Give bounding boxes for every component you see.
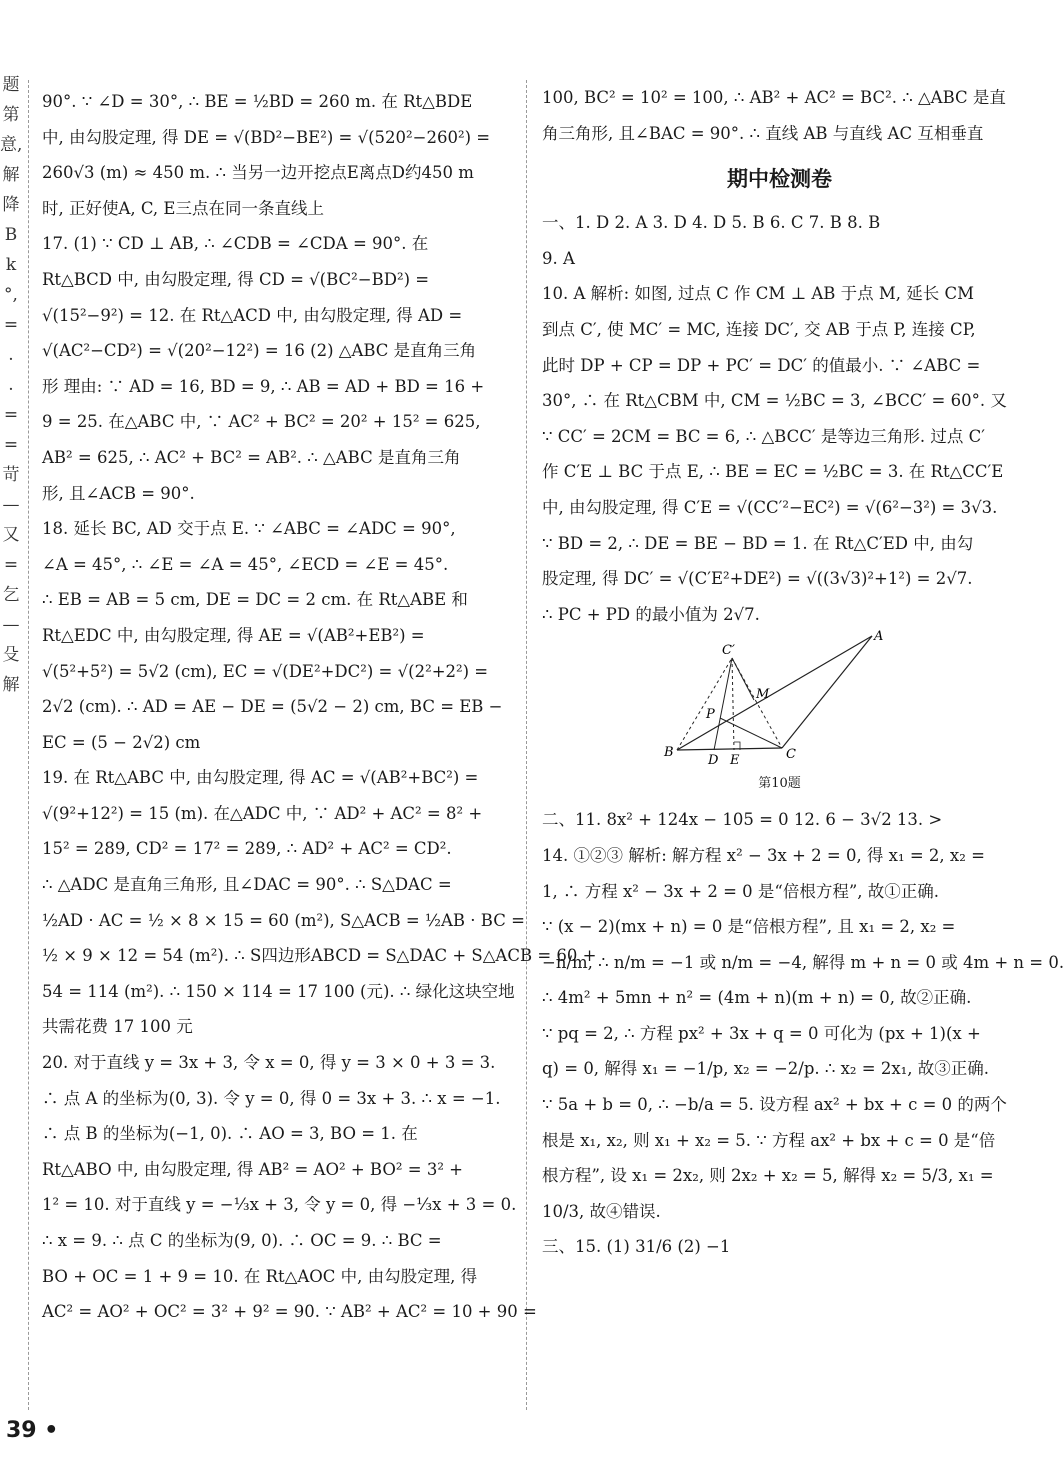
text-line: ∴ PC + PD 的最小值为 2√7. [542,604,760,624]
text-line: 14. ①②③ 解析: 解方程 x² − 3x + 2 = 0, 得 x₁ = 2, x₂ = [542,845,985,865]
text-line: 一、1. D 2. A 3. D 4. D 5. B 6. C 7. B 8. B [542,213,881,233]
text-line: 二、11. 8x² + 124x − 105 = 0 12. 6 − 3√2 13. > [542,810,943,830]
text-line: 此时 DP + CP = DP + PC′ = DC′ 的值最小. ∵ ∠ABC = [542,355,981,375]
text-line: ∵ (x − 2)(mx + n) = 0 是“倍根方程”, 且 x₁ = 2, x₂ = [542,917,956,937]
label-P: P [706,707,715,723]
margin-char: 题 [2,75,20,95]
margin-char: = [3,405,19,425]
label-D: D [708,753,719,769]
figure-caption: 第10题 [758,776,801,792]
text-line: 30°, ∴ 在 Rt△CBM 中, CM = ½BC = 3, ∠BCC′ = 60°. 又 [542,391,1007,411]
label-B: B [664,745,674,761]
text-line: 10. A 解析: 如图, 过点 C 作 CM ⊥ AB 于点 M, 延长 CM [542,284,975,304]
text-line: 时, 正好使A, C, E三点在同一条直线上 [42,198,324,218]
text-line: 到点 C′, 使 MC′ = MC, 连接 DC′, 交 AB 于点 P, 连接 CP, [542,319,976,339]
right-column [542,80,1064,1265]
column-divider [526,80,528,1410]
text-line: 三、15. (1) 31/6 (2) −1 [542,1237,731,1257]
segment-BCp [677,658,732,750]
text-line: 作 C′E ⊥ BC 于点 E, ∴ BE = EC = ½BC = 3. 在 Rt△CC′E [542,462,1004,482]
text-line: 1, ∴ 方程 x² − 3x + 2 = 0 是“倍根方程”, 故①正确. [542,881,939,901]
column-divider [28,80,30,1410]
text-line: 100, BC² = 10² = 100, ∴ AB² + AC² = BC². ∴ △ABC 是直 [542,88,1006,107]
section-title: 期中检测卷 [727,167,832,192]
text-line: 中, 由勾股定理, 得 C′E = √(CC′²−EC²) = √(6²−3²) = 3√3. [542,497,998,517]
text-line: 17. (1) ∵ CD ⊥ AB, ∴ ∠CDB = ∠CDA = 90°. 在 [42,234,429,254]
margin-stub [0,70,22,700]
text-line: q) = 0, 解得 x₁ = −1/p, x₂ = −2/p. ∴ x₂ = 2x₁, 故③正确. [542,1059,990,1079]
text-line: 260√3 (m) ≈ 450 m. ∴ 当另一边开挖点E离点D约450 m [42,163,474,183]
text-line: 形 理由: ∵ AD = 16, BD = 9, ∴ AB = AD + BD = 16 + [42,376,485,396]
segment-CpE [732,658,734,750]
text-line: AB² = 625, ∴ AC² + BC² = AB². ∴ △ABC 是直角三角 [42,447,461,467]
text-line: 中, 由勾股定理, 得 DE = √(BD²−BE²) = √(520²−260²) = [42,127,491,147]
segment-CA [782,636,872,748]
text-line: 90°. ∵ ∠D = 30°, ∴ BE = ½BD = 260 m. 在 Rt△BDE [42,92,473,111]
text-line: 20. 对于直线 y = 3x + 3, 令 x = 0, 得 y = 3 × 0 + 3 = 3. [42,1053,496,1073]
margin-char: — [2,615,20,635]
margin-char: 殳 [2,645,20,665]
text-line: √(AC²−CD²) = √(20²−12²) = 16 (2) △ABC 是直角三角 [42,341,477,361]
text-line: 2√2 (cm). ∴ AD = AE − DE = (5√2 − 2) cm, BC = EB − [42,697,503,717]
text-line: ∴ x = 9. ∴ 点 C 的坐标为(9, 0). ∴ OC = 9. ∴ BC = [42,1231,442,1250]
right-column-bottom [542,802,1064,1265]
segment-CpM [732,658,754,700]
margin-char: — [2,495,20,515]
text-line: ∴ 点 B 的坐标为(−1, 0). ∴ AO = 3, BO = 1. 在 [42,1124,418,1144]
text-line: ∵ pq = 2, ∴ 方程 px² + 3x + q = 0 可化为 (px + 1)(x + [542,1023,981,1043]
text-line: ½AD · AC = ½ × 8 × 15 = 60 (m²), S△ACB = ½AB · BC = [42,910,525,930]
margin-char: . [8,375,14,395]
text-line: Rt△BCD 中, 由勾股定理, 得 CD = √(BC²−BD²) = [42,269,430,289]
text-line: 9 = 25. 在△ABC 中, ∵ AC² + BC² = 20² + 15² = 625, [42,412,481,432]
text-line: 角三角形, 且∠BAC = 90°. ∴ 直线 AB 与直线 AC 互相垂直 [542,123,984,143]
text-line: ½ × 9 × 12 = 54 (m²). ∴ S四边形ABCD = S△DAC + S△ACB = 60 + [42,946,597,966]
margin-char: 第 [2,105,20,125]
text-line: 股定理, 得 DC′ = √(C′E²+DE²) = √((3√3)²+1²) = 2√7. [542,569,973,589]
margin-char: = [3,435,19,455]
text-line: Rt△ABO 中, 由勾股定理, 得 AB² = AO² + BO² = 3² + [42,1159,463,1179]
right-column-top [542,80,1017,151]
text-line: 10/3, 故④错误. [542,1201,661,1221]
text-line: ∵ 5a + b = 0, ∴ −b/a = 5. 设方程 ax² + bx + c = 0 的两个 [542,1095,1007,1115]
text-line: −n/m, ∴ n/m = −1 或 n/m = −4, 解得 m + n = 0 或 4m + n = 0. [542,952,1064,972]
text-line: ∴ △ADC 是直角三角形, 且∠DAC = 90°. ∴ S△DAC = [42,875,452,895]
margin-char: °, [4,285,18,305]
margin-char: 解 [2,165,20,185]
text-line: 18. 延长 BC, AD 交于点 E. ∵ ∠ABC = ∠ADC = 90°, [42,519,456,539]
figure-10 [542,629,1017,802]
left-column [42,84,597,1330]
margin-char: 降 [2,195,20,215]
text-line: ∵ BD = 2, ∴ DE = BE − BD = 1. 在 Rt△C′ED 中, 由勾 [542,533,974,553]
margin-char: 又 [2,525,20,545]
text-line: AC² = AO² + OC² = 3² + 9² = 90. ∵ AB² + AC² = 10 + 90 = [42,1302,537,1322]
label-C: C [786,747,796,763]
margin-char: = [3,555,19,575]
text-line: ∴ EB = AB = 5 cm, DE = DC = 2 cm. 在 Rt△ABE 和 [42,590,468,610]
label-Cprime: C′ [722,643,735,659]
label-A: A [874,629,884,645]
segment-PC [720,718,782,748]
text-line: BO + OC = 1 + 9 = 10. 在 Rt△AOC 中, 由勾股定理, 得 [42,1266,478,1286]
margin-char: k [5,255,17,275]
margin-char: = [3,315,19,335]
text-line: 根是 x₁, x₂, 则 x₁ + x₂ = 5. ∵ 方程 ax² + bx + c = 0 是“倍 [542,1130,996,1150]
text-line: 共需花费 17 100 元 [42,1017,193,1037]
right-column-mid [542,205,1017,632]
margin-char: 意, [0,135,23,155]
segment-CpD [714,658,732,750]
text-line: 15² = 289, CD² = 17² = 289, ∴ AD² + AC² = CD². [42,839,452,859]
text-line: EC = (5 − 2√2) cm [42,732,201,752]
margin-char: B [4,225,18,245]
text-line: ∠A = 45°, ∴ ∠E = ∠A = 45°, ∠ECD = ∠E = 45°. [42,554,449,574]
geometry-figure [662,629,892,769]
text-line: 9. A [542,248,575,268]
text-line: Rt△EDC 中, 由勾股定理, 得 AE = √(AB²+EB²) = [42,625,425,645]
margin-char: 解 [2,675,20,695]
margin-char: 苛 [2,465,20,485]
segment-BC [677,748,782,750]
segment-BA [677,636,872,750]
text-line: √(5²+5²) = 5√2 (cm), EC = √(DE²+DC²) = √(2²+2²) = [42,661,489,681]
page-number: 39 • [6,1418,59,1443]
text-line: 形, 且∠ACB = 90°. [42,483,195,503]
label-M: M [756,687,770,703]
text-line: √(15²−9²) = 12. 在 Rt△ACD 中, 由勾股定理, 得 AD = [42,305,463,325]
text-line: √(9²+12²) = 15 (m). 在△ADC 中, ∵ AD² + AC² = 8² + [42,803,483,823]
text-line: 1² = 10. 对于直线 y = −⅓x + 3, 令 y = 0, 得 −⅓x + 3 = 0. [42,1195,517,1215]
text-line: ∴ 4m² + 5mn + n² = (4m + n)(m + n) = 0, 故②正确. [542,988,972,1008]
text-line: ∴ 点 A 的坐标为(0, 3). 令 y = 0, 得 0 = 3x + 3. ∴ x = −1. [42,1088,501,1108]
margin-char: 乞 [2,585,20,605]
text-line: 54 = 114 (m²). ∴ 150 × 114 = 17 100 (元). ∴ 绿化这块空地 [42,981,515,1001]
text-line: ∵ CC′ = 2CM = BC = 6, ∴ △BCC′ 是等边三角形. 过点 C′ [542,426,985,446]
text-line: 19. 在 Rt△ABC 中, 由勾股定理, 得 AC = √(AB²+BC²) = [42,768,479,788]
text-line: 根方程”, 设 x₁ = 2x₂, 则 2x₂ + x₂ = 5, 解得 x₂ = 5/3, x₁ = [542,1166,994,1186]
label-E: E [730,753,740,769]
margin-char: . [8,345,14,365]
